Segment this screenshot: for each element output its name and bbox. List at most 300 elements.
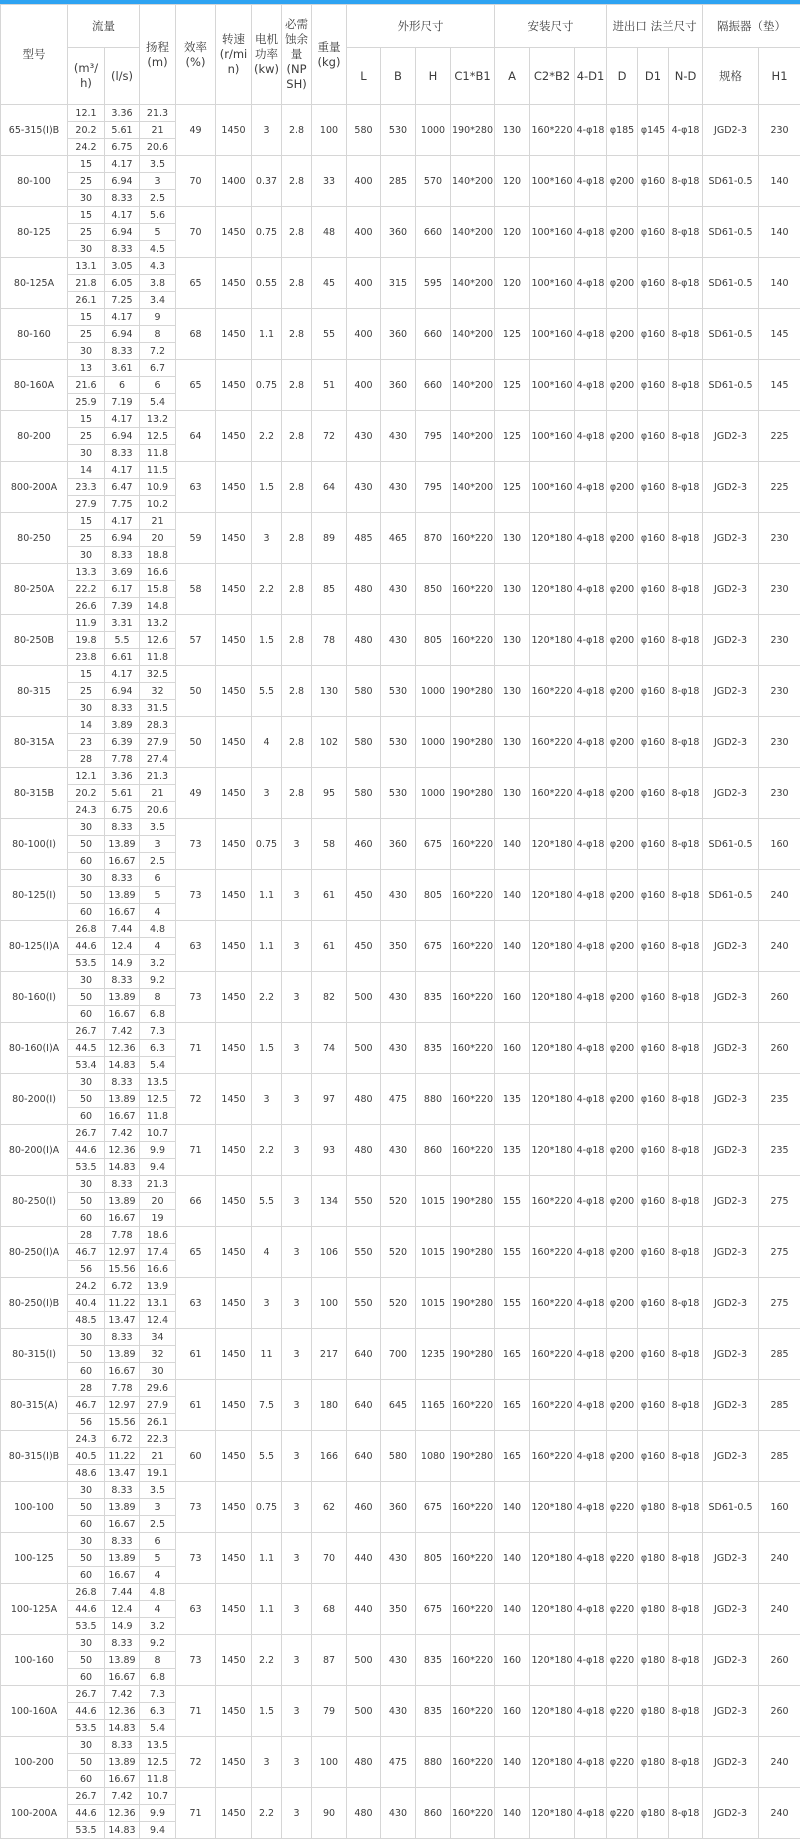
model-cell: 80-200(I) [1,1074,68,1125]
dim-b-cell: 430 [381,870,416,921]
dim-c1b1-cell: 140*200 [451,156,495,207]
power-cell: 3 [252,1278,282,1329]
flange-nd-cell: 4-φ18 [669,105,703,156]
head-cell: 20.6 [140,802,176,819]
head-cell: 32 [140,1346,176,1363]
flow-ls-cell: 7.44 [105,921,140,938]
flow-ls-cell: 7.42 [105,1023,140,1040]
flow-ls-cell: 12.4 [105,938,140,955]
dim-h-cell: 675 [416,1584,451,1635]
model-cell: 80-125 [1,207,68,258]
dim-c1b1-cell: 160*220 [451,1584,495,1635]
install-4d1-cell: 4-φ18 [575,1176,607,1227]
dim-c1b1-cell: 140*200 [451,462,495,513]
install-4d1-cell: 4-φ18 [575,1431,607,1482]
head-cell: 9.9 [140,1805,176,1822]
dim-h-cell: 1235 [416,1329,451,1380]
dim-b-cell: 285 [381,156,416,207]
speed-cell: 1450 [216,1176,252,1227]
flow-m3h-cell: 24.2 [68,139,105,156]
isolator-spec-cell: SD61-0.5 [703,156,759,207]
install-4d1-cell: 4-φ18 [575,309,607,360]
flange-nd-cell: 8-φ18 [669,1074,703,1125]
flow-m3h-cell: 15 [68,666,105,683]
data-row [1,1533,800,1550]
flow-ls-cell: 8.33 [105,241,140,258]
flow-ls-cell: 16.67 [105,1210,140,1227]
dim-c1b1-cell: 160*220 [451,1737,495,1788]
efficiency-cell: 64 [176,411,216,462]
speed-cell: 1450 [216,1533,252,1584]
weight-cell: 61 [312,921,347,972]
flow-ls-cell: 6.94 [105,173,140,190]
dim-h-cell: 805 [416,1533,451,1584]
data-row [1,1737,800,1754]
header-install: 安装尺寸 [495,5,607,48]
flow-m3h-cell: 12.1 [68,105,105,122]
flow-ls-cell: 7.78 [105,1227,140,1244]
head-cell: 12.5 [140,1091,176,1108]
head-cell: 11.8 [140,445,176,462]
flange-d1-cell: φ160 [638,462,669,513]
model-cell: 80-125(I)A [1,921,68,972]
power-cell: 1.5 [252,1023,282,1074]
flange-d-cell: φ220 [607,1482,638,1533]
speed-cell: 1450 [216,921,252,972]
flange-d-cell: φ200 [607,1329,638,1380]
head-cell: 32.5 [140,666,176,683]
dim-l-cell: 480 [347,1125,381,1176]
flow-m3h-cell: 60 [68,853,105,870]
dim-b-cell: 430 [381,462,416,513]
install-c2b2-cell: 100*160 [530,156,575,207]
header-C1B1: C1*B1 [451,48,495,105]
data-row [1,1482,800,1499]
npsh-cell: 3 [282,870,312,921]
isolator-h1-cell: 230 [759,564,800,615]
flow-ls-cell: 14.83 [105,1720,140,1737]
speed-cell: 1400 [216,156,252,207]
dim-b-cell: 430 [381,1125,416,1176]
install-c2b2-cell: 120*180 [530,1584,575,1635]
flow-ls-cell: 4.17 [105,666,140,683]
npsh-cell: 2.8 [282,666,312,717]
weight-cell: 70 [312,1533,347,1584]
npsh-cell: 2.8 [282,258,312,309]
data-row [1,1686,800,1703]
model-cell: 80-250(I)B [1,1278,68,1329]
isolator-h1-cell: 140 [759,258,800,309]
dim-h-cell: 595 [416,258,451,309]
flange-nd-cell: 8-φ18 [669,1329,703,1380]
dim-l-cell: 480 [347,1074,381,1125]
npsh-cell: 3 [282,1431,312,1482]
flow-m3h-cell: 60 [68,1210,105,1227]
dim-c1b1-cell: 160*220 [451,615,495,666]
flange-nd-cell: 8-φ18 [669,1431,703,1482]
efficiency-cell: 73 [176,819,216,870]
install-c2b2-cell: 160*220 [530,768,575,819]
dim-c1b1-cell: 190*280 [451,1176,495,1227]
flange-d1-cell: φ160 [638,411,669,462]
flow-m3h-cell: 53.5 [68,1822,105,1839]
data-row [1,1278,800,1295]
dim-b-cell: 475 [381,1074,416,1125]
dim-h-cell: 660 [416,309,451,360]
data-row [1,513,800,530]
install-a-cell: 135 [495,1125,530,1176]
flow-m3h-cell: 40.5 [68,1448,105,1465]
dim-l-cell: 500 [347,972,381,1023]
flow-m3h-cell: 25 [68,173,105,190]
flow-ls-cell: 6.94 [105,683,140,700]
isolator-h1-cell: 230 [759,615,800,666]
head-cell: 7.2 [140,343,176,360]
flange-d1-cell: φ180 [638,1533,669,1584]
flow-m3h-cell: 50 [68,887,105,904]
head-cell: 27.9 [140,1397,176,1414]
dim-b-cell: 520 [381,1278,416,1329]
dim-c1b1-cell: 160*220 [451,1380,495,1431]
flow-ls-cell: 8.33 [105,870,140,887]
data-row [1,309,800,326]
head-cell: 10.7 [140,1788,176,1805]
flow-ls-cell: 6.94 [105,326,140,343]
flange-d1-cell: φ160 [638,1125,669,1176]
dim-c1b1-cell: 160*220 [451,1125,495,1176]
flow-ls-cell: 8.33 [105,445,140,462]
dim-b-cell: 520 [381,1176,416,1227]
weight-cell: 51 [312,360,347,411]
weight-cell: 106 [312,1227,347,1278]
flow-m3h-cell: 30 [68,700,105,717]
efficiency-cell: 65 [176,360,216,411]
install-c2b2-cell: 120*180 [530,1788,575,1839]
efficiency-cell: 66 [176,1176,216,1227]
flow-ls-cell: 6.94 [105,428,140,445]
weight-cell: 55 [312,309,347,360]
flow-ls-cell: 12.36 [105,1703,140,1720]
npsh-cell: 2.8 [282,207,312,258]
install-a-cell: 140 [495,819,530,870]
flow-m3h-cell: 30 [68,1074,105,1091]
npsh-cell: 2.8 [282,768,312,819]
flow-ls-cell: 16.67 [105,853,140,870]
flow-m3h-cell: 60 [68,1669,105,1686]
install-c2b2-cell: 160*220 [530,1227,575,1278]
weight-cell: 89 [312,513,347,564]
flange-d-cell: φ220 [607,1533,638,1584]
speed-cell: 1450 [216,1431,252,1482]
dim-l-cell: 500 [347,1635,381,1686]
install-c2b2-cell: 120*180 [530,1533,575,1584]
head-cell: 14.8 [140,598,176,615]
npsh-cell: 3 [282,1227,312,1278]
flow-m3h-cell: 24.3 [68,1431,105,1448]
isolator-h1-cell: 285 [759,1380,800,1431]
model-cell: 80-160(I)A [1,1023,68,1074]
power-cell: 1.5 [252,615,282,666]
isolator-spec-cell: JGD2-3 [703,462,759,513]
npsh-cell: 3 [282,819,312,870]
power-cell: 1.5 [252,462,282,513]
flange-d1-cell: φ180 [638,1686,669,1737]
header-dims: 外形尺寸 [347,5,495,48]
dim-h-cell: 660 [416,207,451,258]
dim-l-cell: 430 [347,462,381,513]
head-cell: 9.4 [140,1159,176,1176]
head-cell: 2.5 [140,1516,176,1533]
weight-cell: 130 [312,666,347,717]
install-4d1-cell: 4-φ18 [575,1380,607,1431]
dim-l-cell: 580 [347,717,381,768]
dim-c1b1-cell: 160*220 [451,870,495,921]
model-cell: 80-315A [1,717,68,768]
dim-h-cell: 880 [416,1737,451,1788]
flow-m3h-cell: 30 [68,1176,105,1193]
flange-nd-cell: 8-φ18 [669,819,703,870]
head-cell: 21 [140,1448,176,1465]
flow-m3h-cell: 48.5 [68,1312,105,1329]
flow-ls-cell: 6.94 [105,224,140,241]
flow-ls-cell: 13.89 [105,887,140,904]
power-cell: 2.2 [252,1635,282,1686]
flange-d1-cell: φ180 [638,1635,669,1686]
power-cell: 3 [252,1074,282,1125]
install-a-cell: 140 [495,1737,530,1788]
efficiency-cell: 70 [176,156,216,207]
isolator-h1-cell: 235 [759,1074,800,1125]
head-cell: 19 [140,1210,176,1227]
table-body [1,105,800,1839]
flange-nd-cell: 8-φ18 [669,768,703,819]
flow-ls-cell: 8.33 [105,190,140,207]
flow-m3h-cell: 26.7 [68,1023,105,1040]
flow-ls-cell: 13.89 [105,1193,140,1210]
flange-nd-cell: 8-φ18 [669,564,703,615]
power-cell: 3 [252,1737,282,1788]
dim-l-cell: 480 [347,615,381,666]
flange-nd-cell: 8-φ18 [669,207,703,258]
flow-ls-cell: 5.5 [105,632,140,649]
flow-ls-cell: 16.67 [105,1567,140,1584]
head-cell: 6.7 [140,360,176,377]
flow-m3h-cell: 28 [68,1380,105,1397]
dim-l-cell: 450 [347,921,381,972]
head-cell: 13.5 [140,1074,176,1091]
dim-c1b1-cell: 140*200 [451,411,495,462]
dim-c1b1-cell: 160*220 [451,1023,495,1074]
dim-l-cell: 640 [347,1329,381,1380]
efficiency-cell: 63 [176,1278,216,1329]
head-cell: 4.3 [140,258,176,275]
data-row [1,1176,800,1193]
speed-cell: 1450 [216,309,252,360]
flange-d1-cell: φ160 [638,1227,669,1278]
speed-cell: 1450 [216,1329,252,1380]
flange-nd-cell: 8-φ18 [669,1533,703,1584]
flange-d-cell: φ220 [607,1737,638,1788]
flow-m3h-cell: 15 [68,411,105,428]
flow-m3h-cell: 44.6 [68,938,105,955]
flow-ls-cell: 16.67 [105,1669,140,1686]
dim-l-cell: 640 [347,1380,381,1431]
isolator-h1-cell: 230 [759,717,800,768]
isolator-h1-cell: 275 [759,1227,800,1278]
head-cell: 12.5 [140,428,176,445]
speed-cell: 1450 [216,717,252,768]
isolator-h1-cell: 240 [759,1584,800,1635]
header-C2B2: C2*B2 [530,48,575,105]
flange-d1-cell: φ180 [638,1788,669,1839]
install-c2b2-cell: 120*180 [530,1482,575,1533]
head-cell: 5.4 [140,1720,176,1737]
flow-ls-cell: 4.17 [105,309,140,326]
dim-b-cell: 645 [381,1380,416,1431]
weight-cell: 97 [312,1074,347,1125]
speed-cell: 1450 [216,972,252,1023]
head-cell: 9 [140,309,176,326]
flow-m3h-cell: 26.8 [68,1584,105,1601]
flow-ls-cell: 12.36 [105,1805,140,1822]
flow-ls-cell: 8.33 [105,1329,140,1346]
table-header [1,5,800,105]
install-a-cell: 165 [495,1380,530,1431]
model-cell: 80-200 [1,411,68,462]
dim-l-cell: 580 [347,768,381,819]
install-4d1-cell: 4-φ18 [575,717,607,768]
dim-c1b1-cell: 190*280 [451,717,495,768]
dim-c1b1-cell: 190*280 [451,1227,495,1278]
data-row [1,972,800,989]
flow-m3h-cell: 30 [68,445,105,462]
flow-m3h-cell: 30 [68,972,105,989]
isolator-spec-cell: JGD2-3 [703,1278,759,1329]
data-row [1,156,800,173]
head-cell: 3.5 [140,156,176,173]
flow-m3h-cell: 22.2 [68,581,105,598]
model-cell: 80-250 [1,513,68,564]
install-c2b2-cell: 120*180 [530,921,575,972]
dim-b-cell: 360 [381,819,416,870]
flow-ls-cell: 8.33 [105,1635,140,1652]
efficiency-cell: 65 [176,1227,216,1278]
flow-ls-cell: 3.36 [105,105,140,122]
speed-cell: 1450 [216,258,252,309]
dim-c1b1-cell: 160*220 [451,972,495,1023]
isolator-h1-cell: 230 [759,105,800,156]
flow-ls-cell: 6.94 [105,530,140,547]
flow-m3h-cell: 30 [68,870,105,887]
power-cell: 4 [252,1227,282,1278]
head-cell: 19.1 [140,1465,176,1482]
flow-ls-cell: 5.61 [105,122,140,139]
dim-b-cell: 530 [381,768,416,819]
flow-m3h-cell: 24.2 [68,1278,105,1295]
flow-m3h-cell: 60 [68,1771,105,1788]
install-4d1-cell: 4-φ18 [575,1788,607,1839]
head-cell: 21 [140,785,176,802]
flange-nd-cell: 8-φ18 [669,258,703,309]
flange-d1-cell: φ160 [638,1431,669,1482]
flow-m3h-cell: 13.3 [68,564,105,581]
isolator-h1-cell: 230 [759,768,800,819]
header-power: 电机 功率 (kw) [252,5,282,105]
model-cell: 100-160 [1,1635,68,1686]
flow-m3h-cell: 30 [68,547,105,564]
flow-m3h-cell: 53.4 [68,1057,105,1074]
flow-m3h-cell: 25 [68,224,105,241]
dim-b-cell: 520 [381,1227,416,1278]
speed-cell: 1450 [216,1686,252,1737]
head-cell: 4.8 [140,1584,176,1601]
speed-cell: 1450 [216,105,252,156]
model-cell: 80-315(I)B [1,1431,68,1482]
efficiency-cell: 70 [176,207,216,258]
dim-h-cell: 1165 [416,1380,451,1431]
speed-cell: 1450 [216,768,252,819]
flow-ls-cell: 8.33 [105,1482,140,1499]
dim-l-cell: 450 [347,870,381,921]
flow-m3h-cell: 53.5 [68,1720,105,1737]
isolator-h1-cell: 260 [759,1635,800,1686]
install-c2b2-cell: 100*160 [530,462,575,513]
flange-d-cell: φ200 [607,1380,638,1431]
data-row [1,360,800,377]
weight-cell: 45 [312,258,347,309]
npsh-cell: 3 [282,1482,312,1533]
flow-m3h-cell: 23.8 [68,649,105,666]
power-cell: 3 [252,513,282,564]
model-cell: 80-250A [1,564,68,615]
flange-nd-cell: 8-φ18 [669,513,703,564]
isolator-h1-cell: 160 [759,819,800,870]
header-head: 扬程 (m) [140,5,176,105]
flow-ls-cell: 16.67 [105,1006,140,1023]
install-a-cell: 160 [495,1686,530,1737]
install-4d1-cell: 4-φ18 [575,105,607,156]
flow-ls-cell: 8.33 [105,1737,140,1754]
flow-m3h-cell: 28 [68,1227,105,1244]
install-c2b2-cell: 120*180 [530,513,575,564]
install-4d1-cell: 4-φ18 [575,1125,607,1176]
dim-l-cell: 440 [347,1533,381,1584]
dim-b-cell: 430 [381,1686,416,1737]
weight-cell: 93 [312,1125,347,1176]
install-4d1-cell: 4-φ18 [575,411,607,462]
head-cell: 4 [140,1567,176,1584]
head-cell: 21.3 [140,768,176,785]
isolator-h1-cell: 285 [759,1431,800,1482]
head-cell: 18.6 [140,1227,176,1244]
power-cell: 1.1 [252,921,282,972]
efficiency-cell: 61 [176,1380,216,1431]
install-4d1-cell: 4-φ18 [575,1686,607,1737]
flow-m3h-cell: 50 [68,1499,105,1516]
data-row [1,921,800,938]
head-cell: 3.5 [140,819,176,836]
flange-d1-cell: φ160 [638,258,669,309]
install-c2b2-cell: 100*160 [530,207,575,258]
model-cell: 80-315B [1,768,68,819]
flow-m3h-cell: 24.3 [68,802,105,819]
weight-cell: 134 [312,1176,347,1227]
flow-m3h-cell: 15 [68,156,105,173]
install-a-cell: 165 [495,1329,530,1380]
flange-d1-cell: φ160 [638,666,669,717]
dim-b-cell: 315 [381,258,416,309]
weight-cell: 87 [312,1635,347,1686]
